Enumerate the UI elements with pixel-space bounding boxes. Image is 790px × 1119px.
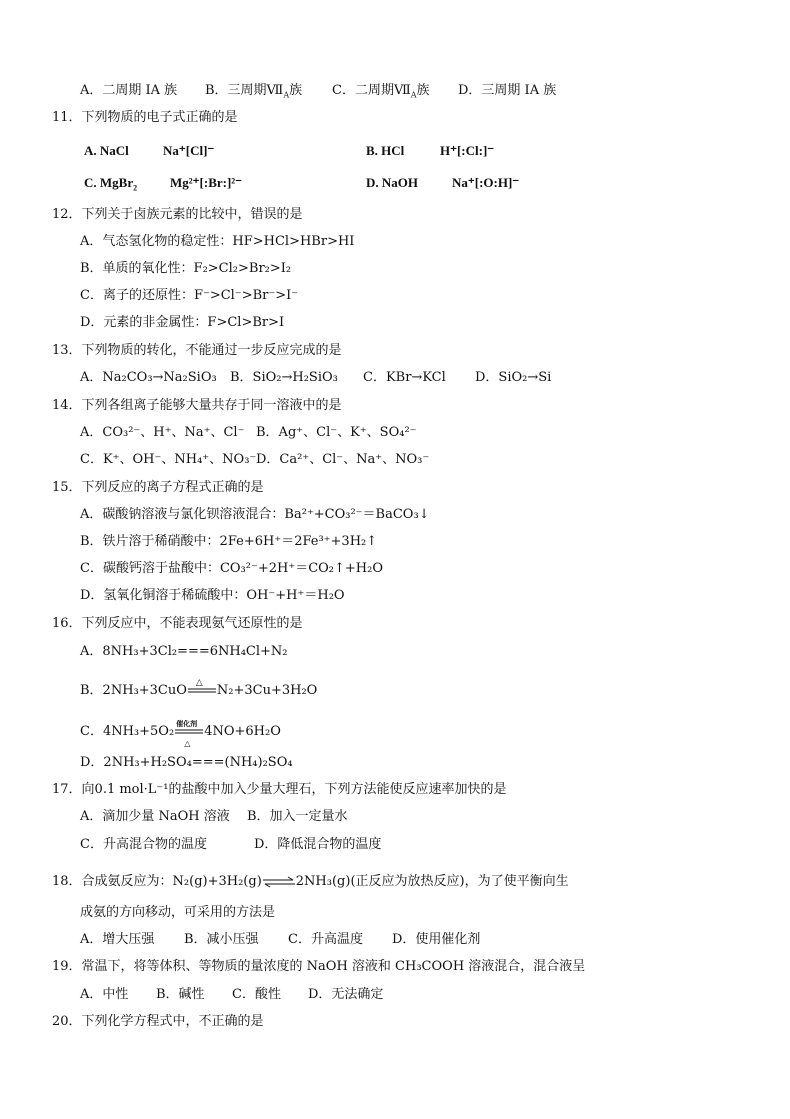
q11-option-a-label[interactable]: A. NaCl	[84, 143, 129, 158]
q12-option-b[interactable]: B．单质的氧化性：F₂>Cl₂>Br₂>I₂	[80, 261, 292, 276]
q14-option-b[interactable]: B．Ag⁺、Cl⁻、K⁺、SO₄²⁻	[256, 425, 417, 440]
q11-option-c-formula: Mg²⁺[:Br:]²⁻	[170, 175, 243, 190]
q11-option-c-label-text: C. MgBr	[84, 175, 134, 190]
q16-option-b-equals-sign	[187, 677, 217, 698]
q16-option-b[interactable]	[80, 677, 318, 700]
q16-option-c-right: 4NO+6H₂O	[204, 724, 281, 739]
q13-option-a[interactable]: A．Na₂CO₃→Na₂SiO₃	[80, 370, 217, 385]
q15-option-d[interactable]: D．氢氧化铜溶于稀硫酸中：OH⁻+H⁺＝H₂O	[80, 588, 345, 603]
q11-option-c-label[interactable]	[84, 174, 137, 198]
q19-option-c[interactable]: C．酸性	[232, 987, 281, 1002]
q10-option-b[interactable]	[205, 82, 302, 105]
q10-option-c[interactable]	[332, 82, 430, 105]
q19-option-b[interactable]: B．碱性	[156, 987, 205, 1002]
q16-option-b-condition: △	[195, 677, 203, 688]
q10-option-c-sub: A	[410, 90, 417, 100]
q10-option-a[interactable]	[80, 82, 177, 100]
q18-stem	[52, 873, 569, 891]
q16-option-c-left: C．4NH₃+5O₂	[80, 724, 175, 739]
q14-option-d[interactable]: D．Ca²⁺、Cl⁻、Na⁺、NO₃⁻	[256, 452, 430, 467]
q17-stem: 17．向0.1 mol·L⁻¹的盐酸中加入少量大理石，下列方法能使反应速率加快的是	[52, 782, 507, 797]
q16-option-c-equals-sign	[174, 718, 204, 748]
q12-stem: 12．下列关于卤族元素的比较中，错误的是	[52, 207, 303, 222]
q15-stem: 15．下列反应的离子方程式正确的是	[52, 480, 264, 495]
q16-option-c-catalyst: 催化剂	[176, 718, 198, 728]
q15-option-a[interactable]: A．碳酸钠溶液与氯化钡溶液混合：Ba²⁺+CO₃²⁻＝BaCO₃↓	[80, 507, 430, 522]
q13-option-d[interactable]: D．SiO₂→Si	[475, 370, 552, 385]
q16-option-b-left: B．2NH₃+3CuO	[80, 683, 187, 698]
q11-option-b-label[interactable]: B. HCl	[366, 143, 405, 158]
q10-option-d[interactable]	[458, 82, 556, 100]
q14-stem: 14．下列各组离子能够大量共存于同一溶液中的是	[52, 398, 342, 413]
q10-option-b-sub: A	[283, 90, 290, 100]
q12-option-d[interactable]: D．元素的非金属性：F>Cl>Br>I	[80, 315, 285, 330]
q19-option-a[interactable]: A．中性	[80, 987, 129, 1002]
q11-option-c-label-sub: 2	[133, 183, 138, 193]
q18-option-c[interactable]: C．升高温度	[288, 932, 363, 947]
q13-option-c[interactable]: C．KBr→KCl	[363, 370, 446, 385]
q14-option-c[interactable]: C．K⁺、OH⁻、NH₄⁺、NO₃⁻	[80, 452, 257, 467]
q10-option-d-text: D．三周期 IA 族	[458, 83, 557, 98]
q10-option-a-text: A．二周期 IA 族	[80, 83, 178, 98]
q11-option-a-formula: Na⁺[Cl]⁻	[163, 143, 215, 158]
q16-option-d[interactable]: D．2NH₃+H₂SO₄===(NH₄)₂SO₄	[80, 755, 293, 770]
q10-option-c-text: C．二周期Ⅶ	[332, 83, 411, 98]
q16-option-a[interactable]: A．8NH₃+3Cl₂===6NH₄Cl+N₂	[80, 644, 288, 659]
q13-option-b[interactable]: B．SiO₂→H₂SiO₃	[230, 370, 338, 385]
q17-option-a[interactable]: A．滴加少量 NaOH 溶液	[80, 809, 230, 824]
q18-stem-left: 18．合成氨反应为：N₂(g)+3H₂(g)	[52, 874, 262, 889]
q17-option-d[interactable]: D．降低混合物的温度	[254, 837, 382, 852]
q11-stem: 11．下列物质的电子式正确的是	[52, 110, 238, 125]
q18-option-d[interactable]: D．使用催化剂	[392, 932, 481, 947]
q13-stem: 13．下列物质的转化，不能通过一步反应完成的是	[52, 343, 342, 358]
q11-option-d-formula: Na⁺[:O:H]⁻	[452, 175, 520, 190]
q16-option-c-heat: △	[184, 737, 191, 748]
q18-stem-line2: 成氨的方向移动，可采用的方法是	[80, 905, 276, 920]
q10-option-c-suffix: 族	[416, 83, 430, 98]
q11-option-b-formula: H⁺[:Cl:]⁻	[440, 143, 495, 158]
q12-option-a[interactable]: A．气态氢化物的稳定性：HF>HCl>HBr>HI	[80, 234, 355, 249]
q15-option-c[interactable]: C．碳酸钙溶于盐酸中：CO₃²⁻+2H⁺＝CO₂↑+H₂O	[80, 561, 384, 576]
q19-option-d[interactable]: D．无法确定	[308, 987, 384, 1002]
q18-option-a[interactable]: A．增大压强	[80, 932, 155, 947]
q20-stem: 20．下列化学方程式中，不正确的是	[52, 1014, 264, 1029]
q10-option-b-text: B．三周期Ⅶ	[205, 83, 284, 98]
q18-option-b[interactable]: B．减小压强	[184, 932, 259, 947]
q16-option-b-right: N₂+3Cu+3H₂O	[216, 683, 318, 698]
q17-option-b[interactable]: B．加入一定量水	[247, 809, 348, 824]
q14-option-a[interactable]: A．CO₃²⁻、H⁺、Na⁺、Cl⁻	[80, 425, 245, 440]
q16-option-c[interactable]	[80, 718, 281, 748]
q18-equilibrium-arrow	[262, 875, 296, 889]
q19-stem: 19．常温下，将等体积、等物质的量浓度的 NaOH 溶液和 CH₃COOH 溶液混合，混合液呈	[52, 959, 586, 974]
q18-stem-right: 2NH₃(g)(正反应为放热反应)，为了使平衡向生	[295, 874, 569, 889]
q11-option-d-label[interactable]: D. NaOH	[366, 175, 418, 190]
q10-option-b-suffix: 族	[289, 83, 303, 98]
q17-option-c[interactable]: C．升高混合物的温度	[80, 837, 207, 852]
q16-stem: 16．下列反应中，不能表现氨气还原性的是	[52, 616, 303, 631]
q15-option-b[interactable]: B．铁片溶于稀硝酸中：2Fe+6H⁺＝2Fe³⁺+3H₂↑	[80, 534, 378, 549]
q12-option-c[interactable]: C．离子的还原性：F⁻>Cl⁻>Br⁻>I⁻	[80, 288, 299, 303]
